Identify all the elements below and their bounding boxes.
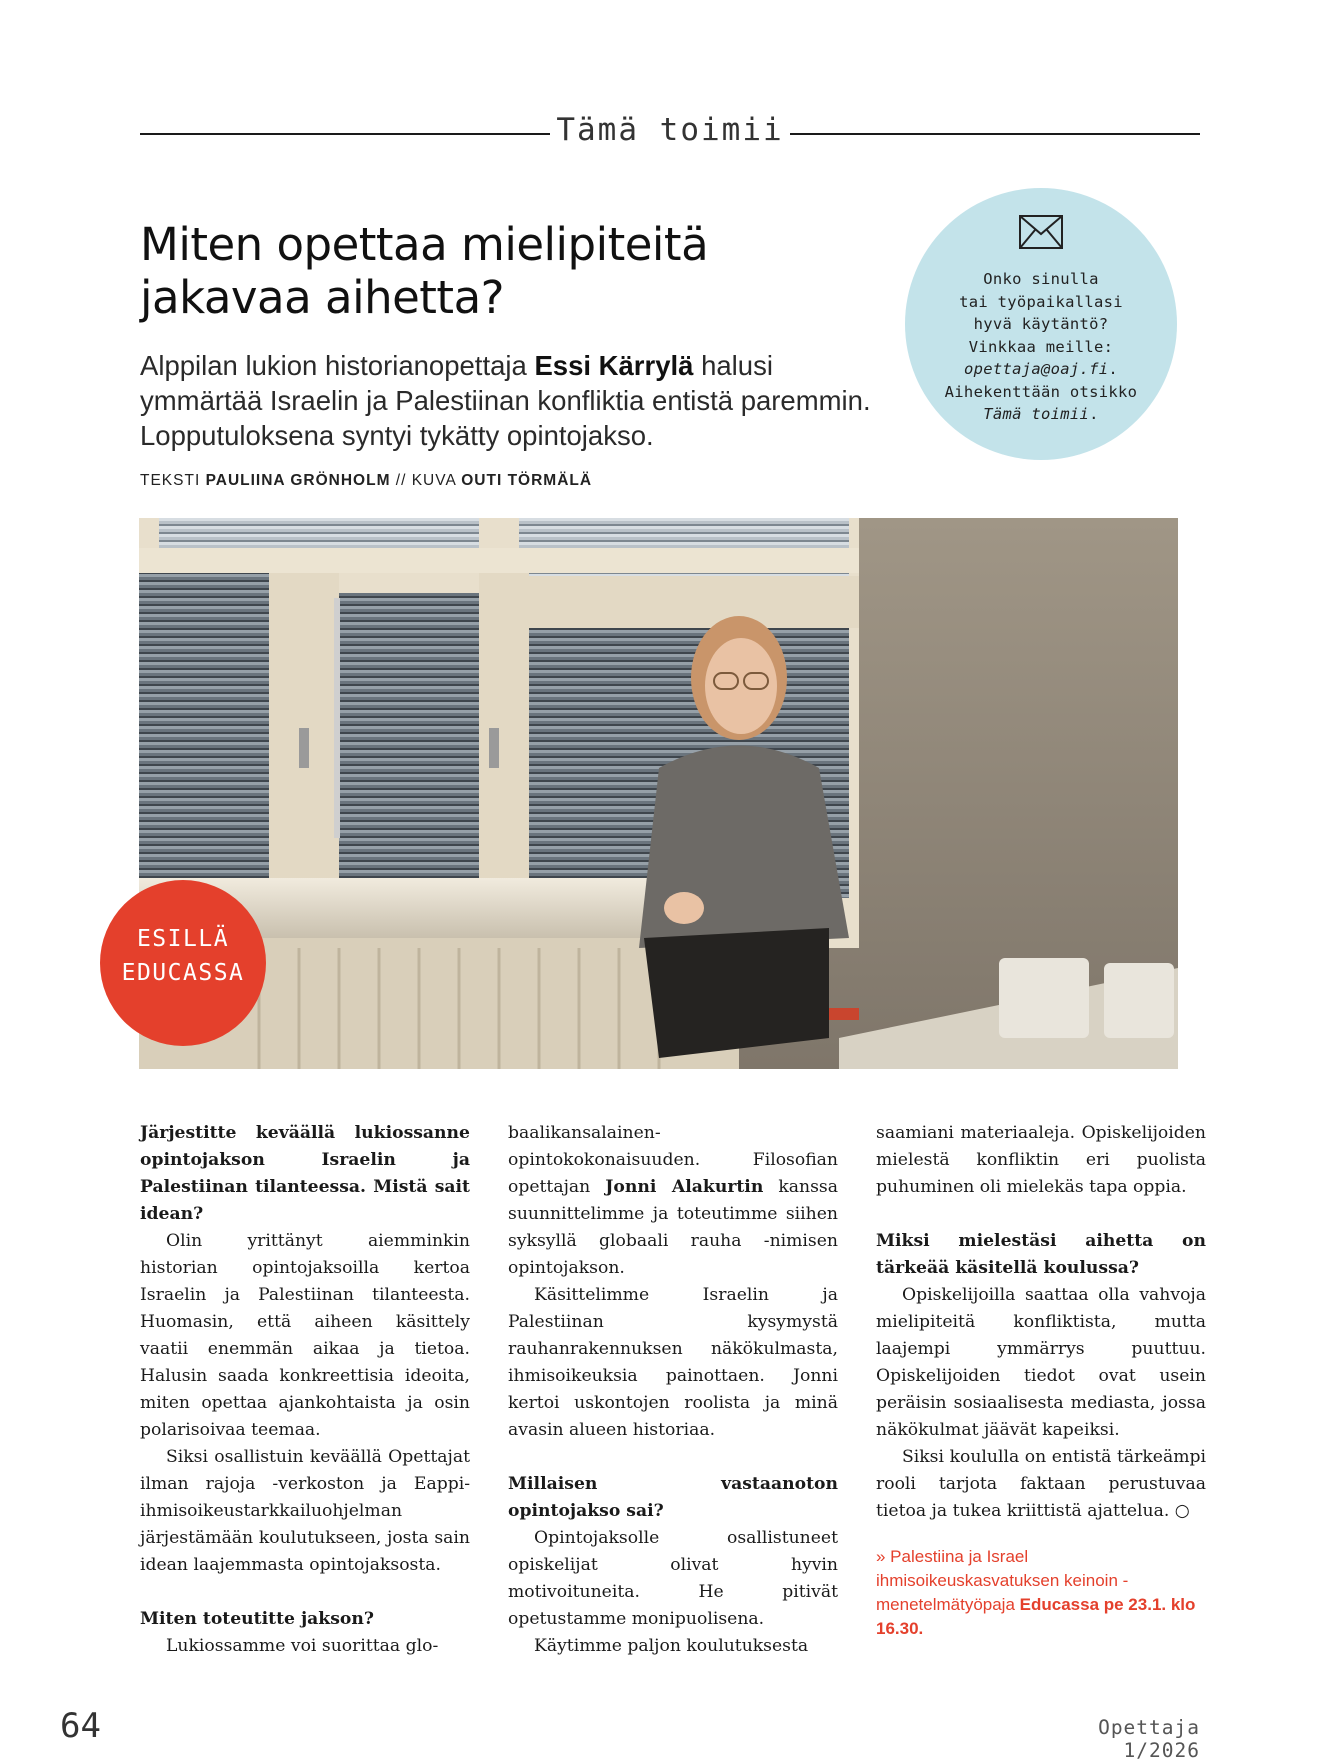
photo-illustration [139, 518, 1178, 1069]
tip-line-3: hyvä käytäntö? [973, 315, 1109, 333]
tip-subject-suffix: . [1089, 405, 1099, 423]
section-label: Tämä toimii [556, 112, 784, 148]
answer-4-paragraph-2: Siksi koululla on entistä tärkeämpi rooli tarjota faktaan perustuvaa tietoa ja tukea kriittistä ajattelua. ○ [876, 1447, 1206, 1521]
tip-email: opettaja@oaj.fi [963, 360, 1109, 378]
answer-1-paragraph-2: Siksi osallistuin keväällä Opettajat ilman rajoja -verkoston ja Eappi-ihmisoikeustarkkailuohjelman järjestämään koulutukseen, josta sain idean laajemmasta opintojaksosta. [140, 1447, 470, 1575]
byline-text-author: PAULIINA GRÖNHOLM [205, 472, 391, 489]
tip-line-4: Vinkkaa meille: [968, 337, 1114, 356]
section-rule-left [140, 133, 550, 135]
page-number: 64 [60, 1706, 101, 1746]
promo-text: » Palestiina ja Israel ihmisoikeuskasvatuksen keinoin -menetelmätyöpaja [876, 1547, 1129, 1614]
tip-email-line [905, 358, 1177, 381]
body-column-2 [508, 1120, 838, 1660]
badge-line-2: EDUCASSA [121, 960, 245, 986]
badge-text [100, 922, 266, 990]
article-title-line1: Miten opettaa mielipiteitä [140, 218, 709, 271]
tip-line-1: Onko sinulla [983, 270, 1099, 288]
byline-photo-author: OUTI TÖRMÄLÄ [461, 472, 593, 489]
byline-separator: // [390, 472, 412, 489]
envelope-icon [1018, 214, 1064, 250]
tip-line-2: tai työpaikallasi [959, 292, 1123, 311]
question-3: Millaisen vastaanoton opintojakso sai? [508, 1474, 838, 1521]
article-lede [140, 348, 880, 453]
promo-when: Educassa pe 23.1. klo 16.30. [876, 1595, 1196, 1638]
event-promo [876, 1545, 1206, 1641]
tip-bubble [905, 188, 1177, 460]
lede-rest: halusi ymmärtää Israelin ja Palestiinan konfliktia entistä paremmin. Lopputuloksena syntyi tykätty opintojakso. [140, 350, 871, 451]
byline-text-label: TEKSTI [140, 472, 206, 489]
byline [140, 472, 592, 490]
tip-subject-line [905, 403, 1177, 426]
badge-line-1: ESILLÄ [136, 926, 230, 952]
answer-3-paragraph-2-start: Käytimme paljon koulutuksesta [534, 1636, 809, 1656]
answer-3-paragraph-1: Opintojaksolle osallistuneet opiskelijat olivat hyvin motivoituneita. He pitivät opetustamme monipuolisena. [508, 1528, 838, 1629]
answer-2-paragraph-1-cont: baalikansalainen-opintokokonaisuuden. Filosofian opettajan Jonni Alakurtin kanssa suunnittelimme ja toteutimme siihen syksyllä globaali rauha -nimisen opintojakson. [508, 1123, 838, 1278]
answer-2-paragraph-1-start: Lukiossamme voi suorittaa glo- [166, 1636, 439, 1656]
article-photo [139, 518, 1178, 1069]
magazine-issue: Opettaja 1/2026 [1098, 1716, 1200, 1762]
question-2: Miten toteutitte jakson? [140, 1609, 374, 1629]
article-title [140, 218, 860, 324]
section-header [140, 112, 1200, 156]
lede-intro: Alppilan lukion historianopettaja [140, 350, 535, 381]
tip-line-6: Aihekenttään otsikko [944, 382, 1138, 401]
answer-2-paragraph-2: Käsittelimme Israelin ja Palestiinan kysymystä rauhanrakennuksen näkökulmasta, ihmisoikeuksia painottaen. Jonni kertoi uskontojen roolista ja minä avasin alueen historiaa. [508, 1285, 838, 1440]
tip-text [905, 268, 1177, 426]
body-column-3 [876, 1120, 1206, 1641]
answer-2-name: Jonni Alakurtin [605, 1177, 764, 1197]
answer-3-paragraph-2-cont: saamiani materiaaleja. Opiskelijoiden mielestä konfliktin eri puolista puhuminen oli mielekäs tapa oppia. [876, 1123, 1206, 1197]
tip-email-suffix: . [1108, 360, 1119, 378]
answer-4-paragraph-1: Opiskelijoilla saattaa olla vahvoja mielipiteitä konfliktista, mutta laajempi ymmärrys puuttuu. Opiskelijoiden tiedot ovat usein peräisin sosiaalisesta mediasta, jossa näkökulmat jäävät kapeiksi. [876, 1285, 1206, 1440]
article-title-line2: jakavaa aihetta? [140, 271, 505, 324]
body-column-1 [140, 1120, 470, 1660]
question-1: Järjestitte keväällä lukiossanne opintojakson Israelin ja Palestiinan tilanteessa. Mistä sait idean? [140, 1123, 470, 1224]
educa-badge [100, 880, 266, 1046]
tip-subject: Tämä toimii [983, 405, 1090, 423]
section-rule-right [790, 133, 1200, 135]
question-4: Miksi mielestäsi aihetta on tärkeää käsitellä koulussa? [876, 1231, 1206, 1278]
answer-1-paragraph-1: Olin yrittänyt aiemminkin historian opintojaksoilla kertoa Israelin ja Palestiinan tilanteesta. Huomasin, että aiheen käsittely vaatii enemmän aikaa ja tietoa. Halusin saada konkreettisia ideoita, miten opettaa ajankohtaista ja osin polarisoivaa teemaa. [140, 1231, 470, 1440]
lede-name: Essi Kärrylä [534, 350, 694, 381]
byline-photo-label: KUVA [411, 472, 462, 489]
